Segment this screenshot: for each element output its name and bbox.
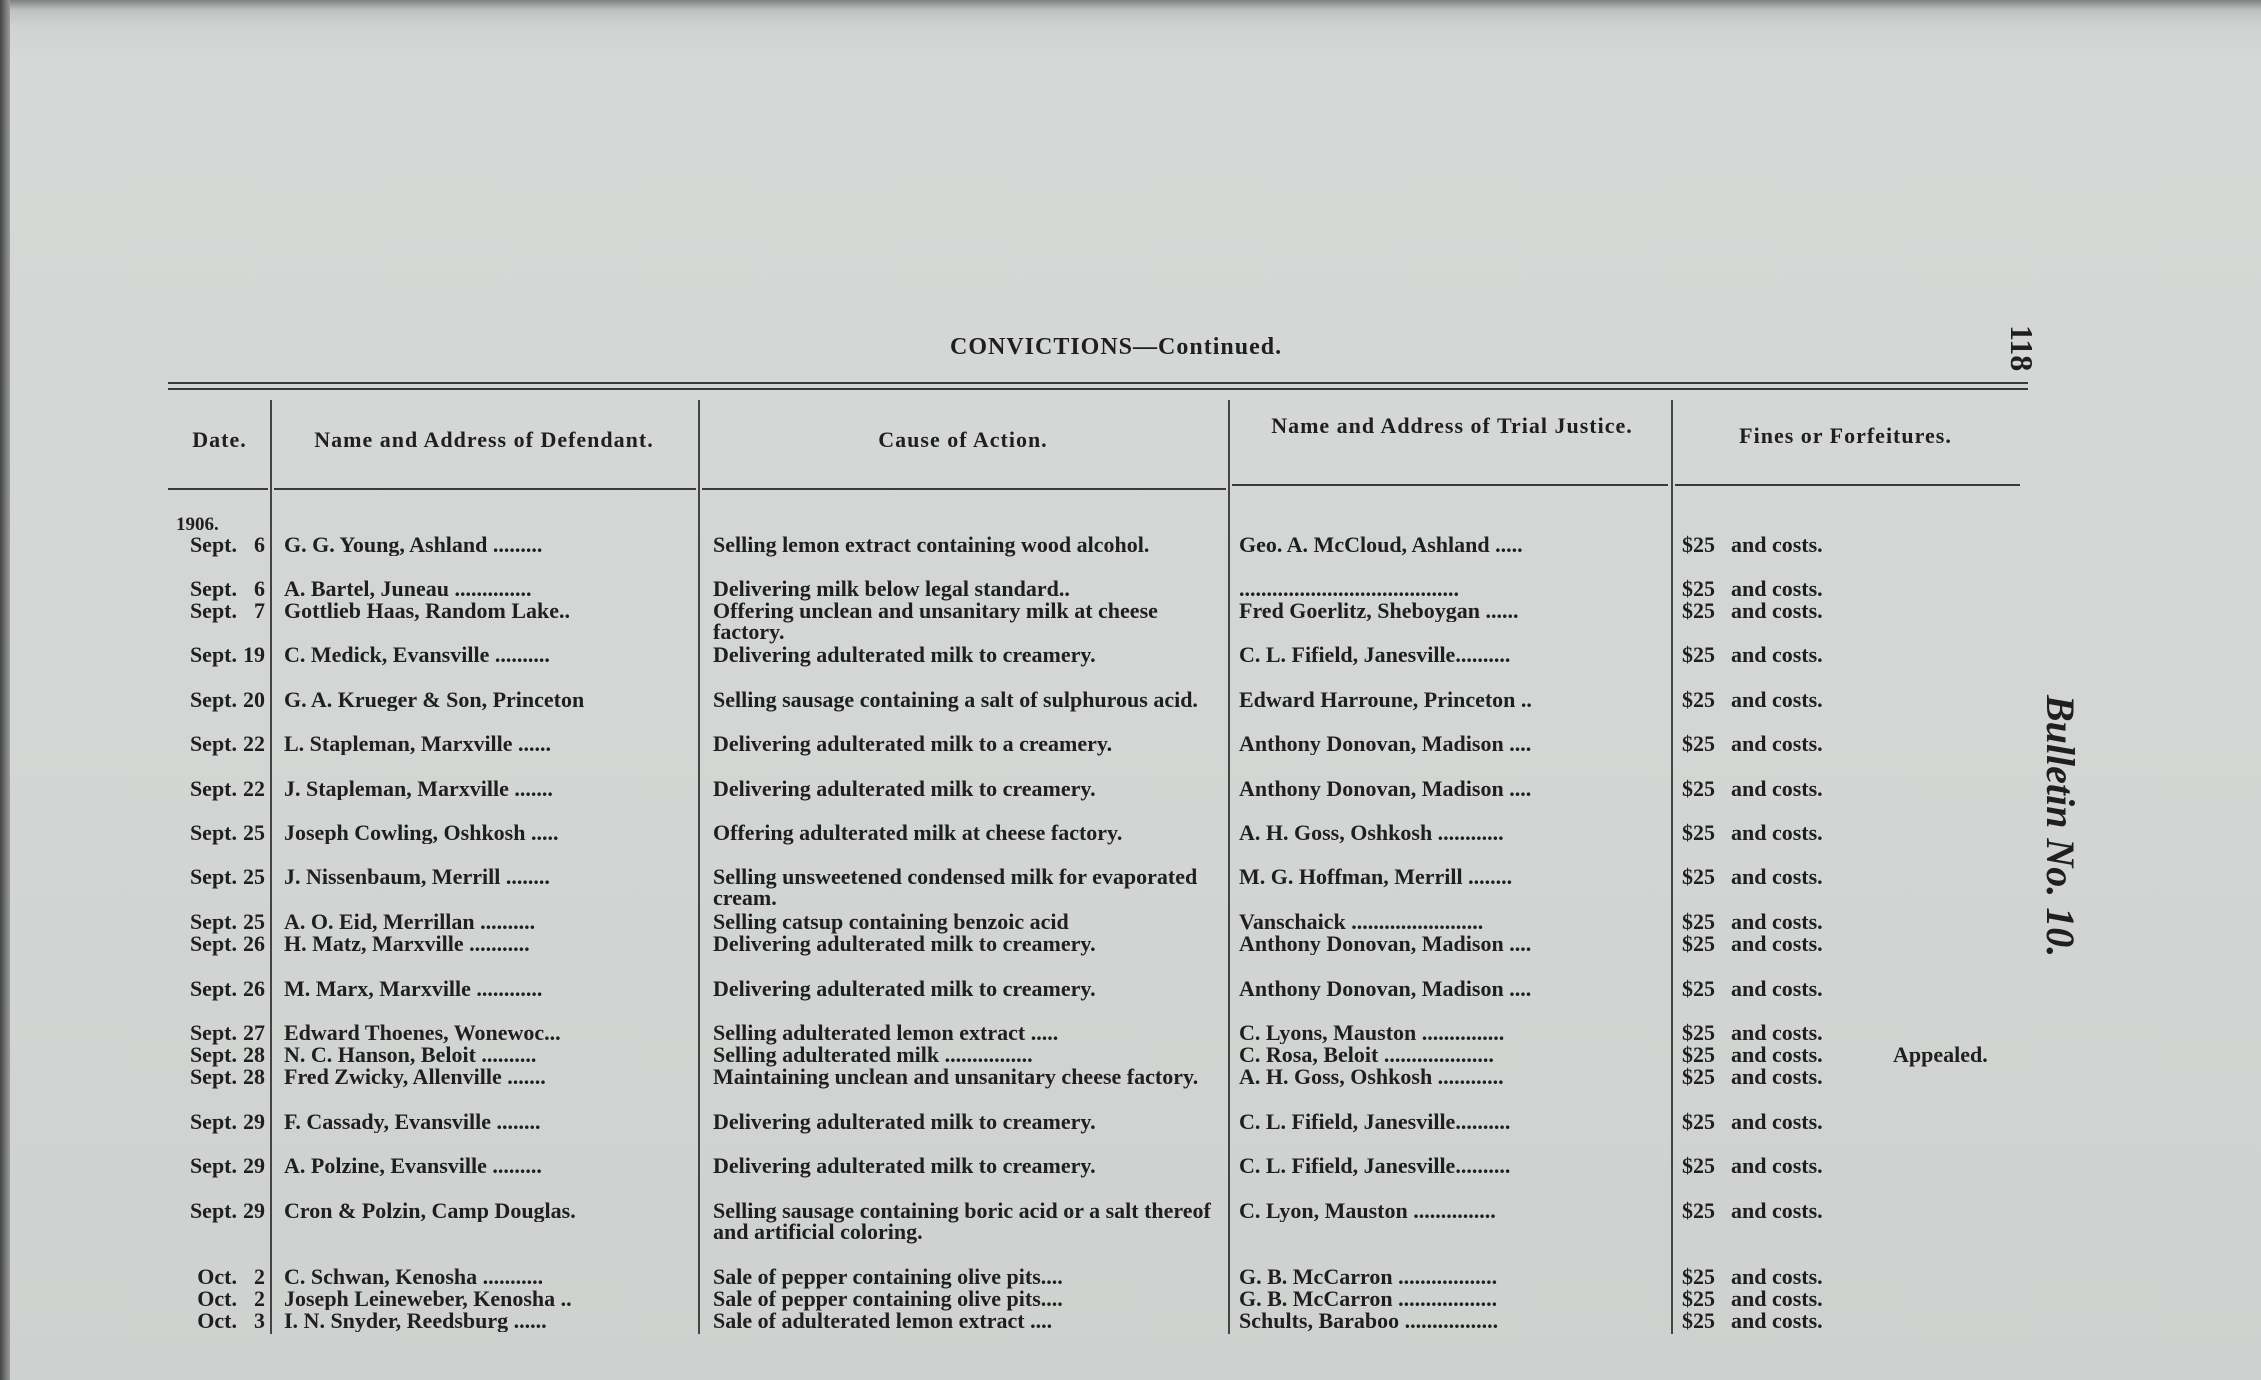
row-justice: C. L. Fifield, Janesville.......... — [1239, 1155, 1511, 1177]
row-fine — [1682, 534, 1823, 556]
row-date — [150, 778, 265, 800]
row-day: 6 — [254, 532, 265, 557]
row-fine — [1682, 978, 1823, 1000]
column-header-justice: Name and Address of Trial Justice. — [1271, 413, 1633, 438]
row-cause: Offering adulterated milk at cheese factory. — [713, 820, 1123, 845]
row-fine — [1682, 866, 1823, 888]
row-fine-terms: and costs. — [1731, 1153, 1823, 1178]
row-month: Sept. — [189, 820, 237, 845]
row-cause: Offering unclean and unsanitary milk at cheese factory. — [713, 598, 1158, 644]
row-day: 20 — [243, 687, 265, 712]
header-top-rule-second — [168, 388, 2028, 390]
row-fine-terms: and costs. — [1731, 687, 1823, 712]
row-fine-amount: $25 — [1682, 1064, 1715, 1089]
row-month: Sept. — [189, 864, 237, 889]
row-fine-amount: $25 — [1682, 776, 1715, 801]
row-date — [150, 1288, 265, 1310]
row-day: 22 — [243, 731, 265, 756]
row-month: Sept. — [189, 1109, 237, 1134]
row-cause: Delivering adulterated milk to creamery. — [713, 976, 1096, 1001]
row-cause: Selling catsup containing benzoic acid — [713, 909, 1069, 934]
row-justice: A. H. Goss, Oshkosh ............ — [1239, 822, 1504, 844]
row-month: Sept. — [189, 976, 237, 1001]
row-fine-terms: and costs. — [1731, 909, 1823, 934]
header-bottom-rule-defendant — [274, 488, 696, 490]
row-day: 26 — [243, 931, 265, 956]
row-fine-terms: and costs. — [1731, 931, 1823, 956]
row-justice: Geo. A. McCloud, Ashland ..... — [1239, 534, 1523, 556]
row-date — [150, 978, 265, 1000]
row-fine-terms: and costs. — [1731, 642, 1823, 667]
row-date — [150, 1155, 265, 1177]
row-defendant: G. A. Krueger & Son, Princeton — [284, 689, 585, 711]
row-fine-amount: $25 — [1682, 1264, 1715, 1289]
row-justice: C. Lyon, Mauston ............... — [1239, 1200, 1496, 1222]
row-justice: C. L. Fifield, Janesville.......... — [1239, 644, 1511, 666]
row-fine-amount: $25 — [1682, 642, 1715, 667]
row-defendant: Fred Zwicky, Allenville ....... — [284, 1066, 546, 1088]
row-date — [150, 1022, 265, 1044]
row-day: 7 — [254, 598, 265, 623]
header-bottom-rule-date — [168, 488, 268, 490]
row-day: 19 — [243, 642, 265, 667]
row-date — [150, 1266, 265, 1288]
column-separator-date — [270, 400, 272, 1334]
row-date — [150, 1044, 265, 1066]
row-date — [150, 578, 265, 600]
row-day: 3 — [254, 1308, 265, 1333]
row-day: 27 — [243, 1020, 265, 1045]
row-fine-terms: and costs. — [1731, 1264, 1823, 1289]
row-defendant: A. O. Eid, Merrillan .......... — [284, 911, 536, 933]
row-defendant: F. Cassady, Evansville ........ — [284, 1111, 541, 1133]
row-defendant: Joseph Leineweber, Kenosha .. — [284, 1288, 572, 1310]
row-fine — [1682, 1022, 1823, 1044]
row-justice: C. Lyons, Mauston ............... — [1239, 1022, 1505, 1044]
page-top-edge — [0, 0, 2261, 26]
row-date — [150, 644, 265, 666]
row-day: 29 — [243, 1109, 265, 1134]
row-cause: Selling adulterated lemon extract ..... — [713, 1020, 1059, 1045]
row-date — [150, 866, 265, 888]
row-month: Oct. — [197, 1264, 237, 1289]
row-fine — [1682, 1044, 1823, 1066]
row-fine — [1682, 1111, 1823, 1133]
row-defendant: A. Polzine, Evansville ......... — [284, 1155, 542, 1177]
row-cause: Selling lemon extract containing wood alcohol. — [713, 532, 1150, 557]
row-cause: Delivering adulterated milk to creamery. — [713, 776, 1096, 801]
row-fine-amount: $25 — [1682, 1308, 1715, 1333]
row-justice: Fred Goerlitz, Sheboygan ...... — [1239, 600, 1519, 622]
row-defendant: Edward Thoenes, Wonewoc... — [284, 1022, 561, 1044]
row-month: Sept. — [189, 1153, 237, 1178]
row-cause: Sale of pepper containing olive pits.... — [713, 1286, 1063, 1311]
row-justice: Anthony Donovan, Madison .... — [1239, 778, 1532, 800]
row-date — [150, 534, 265, 556]
row-defendant: Gottlieb Haas, Random Lake.. — [284, 600, 571, 622]
row-fine-amount: $25 — [1682, 576, 1715, 601]
row-fine — [1682, 933, 1823, 955]
row-fine — [1682, 689, 1823, 711]
row-fine — [1682, 1266, 1823, 1288]
row-defendant: Cron & Polzin, Camp Douglas. — [284, 1200, 576, 1222]
row-month: Sept. — [189, 1198, 237, 1223]
row-day: 6 — [254, 576, 265, 601]
row-fine-amount: $25 — [1682, 864, 1715, 889]
row-month: Sept. — [189, 576, 237, 601]
row-fine-amount: $25 — [1682, 1042, 1715, 1067]
row-justice: Edward Harroune, Princeton .. — [1239, 689, 1532, 711]
row-justice: M. G. Hoffman, Merrill ........ — [1239, 866, 1513, 888]
row-fine-terms: and costs. — [1731, 1109, 1823, 1134]
column-header-date: Date. — [192, 427, 247, 452]
row-date — [150, 1111, 265, 1133]
row-note: Appealed. — [1893, 1042, 1988, 1067]
header-bottom-rule-cause — [702, 488, 1226, 490]
row-fine-amount: $25 — [1682, 731, 1715, 756]
page-binding-edge — [0, 0, 10, 1380]
column-header-cause: Cause of Action. — [878, 427, 1048, 452]
row-month: Sept. — [189, 687, 237, 712]
row-month: Sept. — [189, 642, 237, 667]
row-justice: C. Rosa, Beloit .................... — [1239, 1044, 1494, 1066]
row-date — [150, 933, 265, 955]
header-bottom-rule-fines — [1675, 484, 2020, 486]
row-fine-amount: $25 — [1682, 1153, 1715, 1178]
row-cause: Selling adulterated milk ................ — [713, 1042, 1033, 1067]
row-fine-terms: and costs. — [1731, 1064, 1823, 1089]
row-month: Sept. — [189, 776, 237, 801]
row-fine-amount: $25 — [1682, 687, 1715, 712]
row-fine-terms: and costs. — [1731, 1020, 1823, 1045]
row-fine-amount: $25 — [1682, 532, 1715, 557]
row-fine — [1682, 1288, 1823, 1310]
row-month: Oct. — [197, 1308, 237, 1333]
row-fine — [1682, 600, 1823, 622]
row-date — [150, 689, 265, 711]
row-fine-amount: $25 — [1682, 1109, 1715, 1134]
row-fine-terms: and costs. — [1731, 532, 1823, 557]
row-justice: G. B. McCarron .................. — [1239, 1288, 1498, 1310]
row-cause: Sale of adulterated lemon extract .... — [713, 1308, 1053, 1333]
row-fine — [1682, 578, 1823, 600]
row-cause: Selling sausage containing boric acid or a salt thereof and artificial coloring. — [713, 1198, 1211, 1244]
row-justice: Anthony Donovan, Madison .... — [1239, 733, 1532, 755]
row-fine-terms: and costs. — [1731, 820, 1823, 845]
row-day: 29 — [243, 1153, 265, 1178]
row-fine-terms: and costs. — [1731, 1042, 1823, 1067]
row-fine-amount: $25 — [1682, 1198, 1715, 1223]
row-fine-terms: and costs. — [1731, 576, 1823, 601]
row-fine-terms: and costs. — [1731, 731, 1823, 756]
row-day: 29 — [243, 1198, 265, 1223]
row-date — [150, 822, 265, 844]
row-justice: Vanschaick ........................ — [1239, 911, 1484, 933]
row-fine-terms: and costs. — [1731, 776, 1823, 801]
column-separator-justice — [1671, 400, 1673, 1334]
page-number: 118 — [2004, 325, 2040, 372]
row-month: Sept. — [189, 598, 237, 623]
row-justice: ........................................ — [1239, 578, 1459, 600]
row-fine-terms: and costs. — [1731, 1308, 1823, 1333]
column-separator-defendant — [698, 400, 700, 1334]
row-cause: Delivering milk below legal standard.. — [713, 576, 1070, 601]
header-top-rule — [168, 382, 2028, 384]
row-day: 25 — [243, 864, 265, 889]
row-fine-amount: $25 — [1682, 931, 1715, 956]
header-bottom-rule-justice — [1232, 484, 1668, 486]
row-fine-terms: and costs. — [1731, 976, 1823, 1001]
row-month: Sept. — [189, 731, 237, 756]
row-fine-terms: and costs. — [1731, 864, 1823, 889]
row-defendant: A. Bartel, Juneau .............. — [284, 578, 532, 600]
row-fine-amount: $25 — [1682, 909, 1715, 934]
row-defendant: Joseph Cowling, Oshkosh ..... — [284, 822, 559, 844]
row-fine — [1682, 733, 1823, 755]
row-cause: Delivering adulterated milk to a creamery. — [713, 731, 1113, 756]
year-label: 1906. — [176, 514, 219, 535]
row-month: Sept. — [189, 909, 237, 934]
row-date — [150, 600, 265, 622]
row-month: Sept. — [189, 1042, 237, 1067]
row-cause: Delivering adulterated milk to creamery. — [713, 1109, 1096, 1134]
row-month: Sept. — [189, 1064, 237, 1089]
page-title: CONVICTIONS—Continued. — [950, 334, 1283, 360]
row-justice: Schults, Baraboo ................. — [1239, 1310, 1499, 1332]
row-cause: Selling sausage containing a salt of sulphurous acid. — [713, 687, 1198, 712]
row-fine — [1682, 1066, 1823, 1088]
row-justice: C. L. Fifield, Janesville.......... — [1239, 1111, 1511, 1133]
row-day: 2 — [254, 1286, 265, 1311]
row-defendant: H. Matz, Marxville ........... — [284, 933, 530, 955]
row-defendant: J. Nissenbaum, Merrill ........ — [284, 866, 550, 888]
row-cause: Sale of pepper containing olive pits.... — [713, 1264, 1063, 1289]
row-fine — [1682, 822, 1823, 844]
row-fine — [1682, 778, 1823, 800]
row-fine-amount: $25 — [1682, 598, 1715, 623]
row-fine-terms: and costs. — [1731, 1198, 1823, 1223]
row-defendant: J. Stapleman, Marxville ....... — [284, 778, 553, 800]
running-head: Bulletin No. 10. — [2038, 695, 2083, 958]
row-fine — [1682, 911, 1823, 933]
row-justice: Anthony Donovan, Madison .... — [1239, 933, 1532, 955]
row-fine — [1682, 1155, 1823, 1177]
row-cause: Delivering adulterated milk to creamery. — [713, 1153, 1096, 1178]
row-defendant: I. N. Snyder, Reedsburg ...... — [284, 1310, 547, 1332]
row-day: 25 — [243, 909, 265, 934]
row-day: 22 — [243, 776, 265, 801]
row-fine — [1682, 1200, 1823, 1222]
row-defendant: G. G. Young, Ashland ......... — [284, 534, 543, 556]
row-cause: Maintaining unclean and unsanitary cheese factory. — [713, 1064, 1199, 1089]
row-month: Sept. — [189, 931, 237, 956]
row-month: Oct. — [197, 1286, 237, 1311]
row-fine — [1682, 1310, 1823, 1332]
row-justice: A. H. Goss, Oshkosh ............ — [1239, 1066, 1504, 1088]
row-fine-amount: $25 — [1682, 820, 1715, 845]
row-defendant: N. C. Hanson, Beloit .......... — [284, 1044, 537, 1066]
column-header-defendant: Name and Address of Defendant. — [314, 427, 654, 452]
row-justice: Anthony Donovan, Madison .... — [1239, 978, 1532, 1000]
row-fine-terms: and costs. — [1731, 1286, 1823, 1311]
row-fine-terms: and costs. — [1731, 598, 1823, 623]
row-fine-amount: $25 — [1682, 1286, 1715, 1311]
row-date — [150, 911, 265, 933]
row-date — [150, 1200, 265, 1222]
row-day: 28 — [243, 1064, 265, 1089]
row-defendant: C. Schwan, Kenosha ........... — [284, 1266, 544, 1288]
row-day: 26 — [243, 976, 265, 1001]
row-fine-amount: $25 — [1682, 976, 1715, 1001]
row-cause: Selling unsweetened condensed milk for evaporated cream. — [713, 864, 1198, 910]
row-date — [150, 1310, 265, 1332]
row-fine — [1682, 644, 1823, 666]
row-day: 2 — [254, 1264, 265, 1289]
row-month: Sept. — [189, 1020, 237, 1045]
column-separator-cause — [1228, 400, 1230, 1334]
row-cause: Delivering adulterated milk to creamery. — [713, 931, 1096, 956]
row-defendant: L. Stapleman, Marxville ...... — [284, 733, 552, 755]
row-justice: G. B. McCarron .................. — [1239, 1266, 1498, 1288]
row-day: 28 — [243, 1042, 265, 1067]
row-month: Sept. — [189, 532, 237, 557]
row-cause: Delivering adulterated milk to creamery. — [713, 642, 1096, 667]
row-defendant: C. Medick, Evansville .......... — [284, 644, 550, 666]
row-day: 25 — [243, 820, 265, 845]
row-date — [150, 733, 265, 755]
row-fine-amount: $25 — [1682, 1020, 1715, 1045]
row-defendant: M. Marx, Marxville ............ — [284, 978, 543, 1000]
row-date — [150, 1066, 265, 1088]
column-header-fines: Fines or Forfeitures. — [1739, 423, 1952, 448]
